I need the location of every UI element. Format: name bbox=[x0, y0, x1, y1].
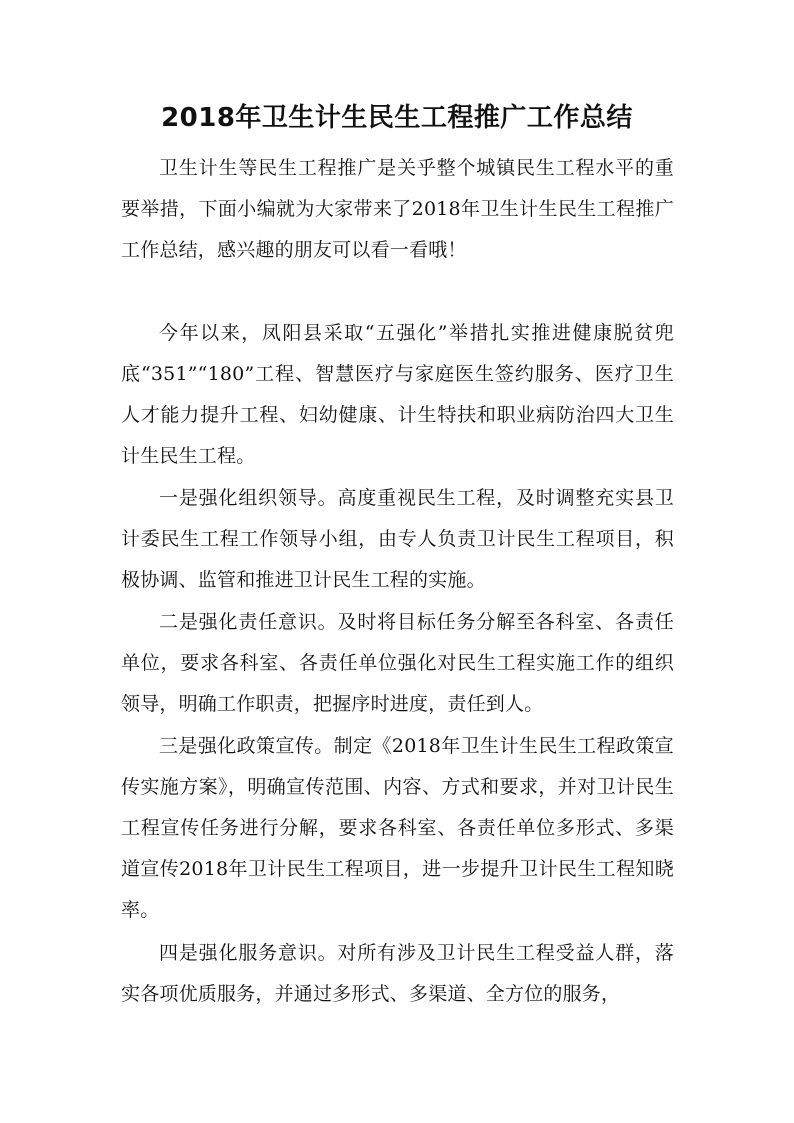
overview-paragraph: 今年以来，凤阳县采取“五强化”举措扎实推进健康脱贫兜底“351”“180”工程、智慧医疗与家庭医生签约服务、医疗卫生人才能力提升工程、妇幼健康、计生特扶和职业病防治四大卫生计生民生工程。 bbox=[121, 322, 674, 467]
organization-paragraph: 一是强化组织领导。高度重视民生工程，及时调整充实县卫计委民生工程工作领导小组，由专人负责卫计民生工程项目，积极协调、监管和推进卫计民生工程的实施。 bbox=[121, 487, 674, 591]
intro-paragraph: 卫生计生等民生工程推广是关乎整个城镇民生工程水平的重要举措，下面小编就为大家带来了2018年卫生计生民生工程推广工作总结，感兴趣的朋友可以看一看哦！ bbox=[121, 157, 674, 261]
policy-paragraph: 三是强化政策宣传。制定《2018年卫生计生民生工程政策宣传实施方案》，明确宣传范围、内容、方式和要求，并对卫计民生工程宣传任务进行分解，要求各科室、各责任单位多形式、多渠道宣传2018年卫计民生工程项目，进一步提升卫计民生工程知晓率。 bbox=[121, 735, 674, 921]
document-title: 2018年卫生计生民生工程推广工作总结 bbox=[161, 103, 633, 133]
service-paragraph: 四是强化服务意识。对所有涉及卫计民生工程受益人群，落实各项优质服务，并通过多形式、多渠道、全方位的服务， bbox=[121, 942, 674, 1005]
responsibility-paragraph: 二是强化责任意识。及时将目标任务分解至各科室、各责任单位，要求各科室、各责任单位强化对民生工程实施工作的组织领导，明确工作职责，把握序时进度，责任到人。 bbox=[121, 611, 674, 715]
